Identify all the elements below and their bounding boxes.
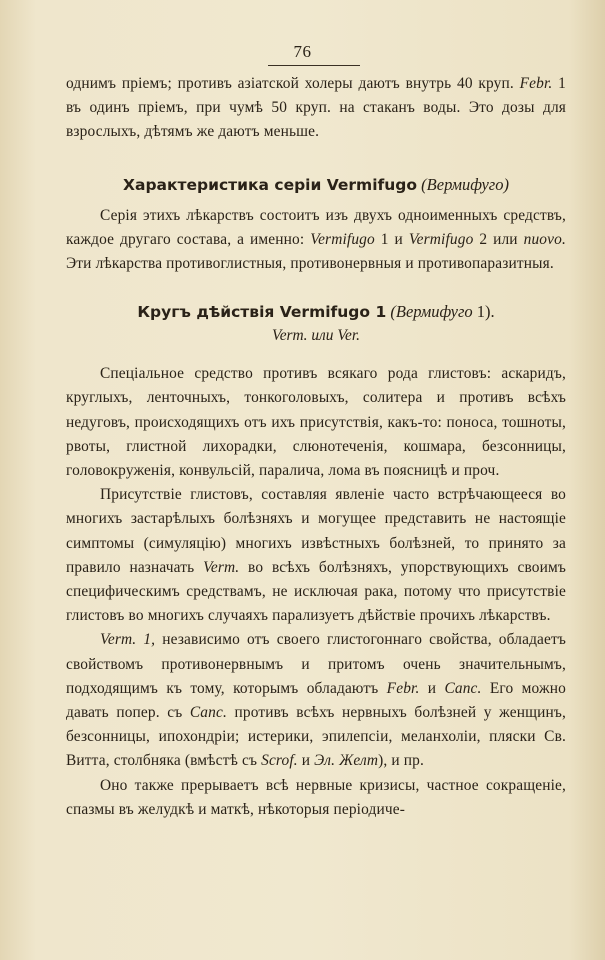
- text-run: во всѣхъ болѣзняхъ, упорствующихъ своимъ специфическимъ средствамъ, не исключая рака, потому что присутствіе глистовъ во многихъ случаяхъ парализуетъ дѣйствіе прочихъ лѣкарствъ.: [66, 558, 566, 625]
- text-run: Спеціальное средство противъ всякаго рода глистовъ: аскаридъ, круглыхъ, ленточныхъ, тонкоголовыхъ, солитера и противъ всѣхъ недуговъ, происходящихъ отъ ихъ присутствія, какъ-то: поноса, тошноты, рвоты, глистной лихорадки, слюнотеченія, кошмара, безсонницы, головокруженія, конвульсій, паралича, лома въ поясницѣ и проч.: [66, 365, 566, 480]
- paragraph-intro: [66, 72, 566, 145]
- paragraph-worm-presence: [66, 483, 566, 628]
- italic-run: Ver.: [337, 327, 360, 345]
- text-run: ), и пр.: [378, 752, 424, 770]
- text-run: независимо отъ своего глистогоннаго свойства, обладаетъ свойствомъ противонервнымъ и притомъ очень значительнымъ, подходящимъ къ тому, которымъ обладаютъ: [66, 631, 566, 697]
- text-run: 1 въ одинъ пріемъ, при чумѣ 50 круп. на стаканъ воды. Это дозы для взрослыхъ, дѣтямъ же даютъ меньше.: [66, 75, 566, 141]
- italic-run: Verm.: [272, 327, 308, 345]
- italic-run: Эл. Желт: [314, 752, 379, 770]
- text-run: Оно также прерываетъ всѣ нервные кризисы, частное сокращеніе, спазмы въ желудкѣ и маткѣ, нѣкоторыя періодиче-: [66, 776, 566, 818]
- italic-run: Vermifugo: [408, 230, 474, 248]
- text-run: и: [297, 752, 315, 770]
- text-run: противъ всѣхъ нервныхъ болѣзней у женщинъ, безсонницы, ипохондріи; истерики, эпилепсіи, меланхоліи, пляски Св. Витта, столбняка (вмѣстѣ съ: [66, 704, 566, 770]
- page-number: 76: [293, 42, 312, 61]
- italic-run: или: [311, 327, 334, 345]
- heading-italic-text: (Вермифуго): [421, 174, 509, 194]
- text-run: и: [419, 679, 445, 697]
- paragraph-verm1: [66, 628, 566, 773]
- italic-run: Canc.: [444, 679, 482, 697]
- heading-italic-text: (Вермифуго: [390, 302, 473, 322]
- text-run: Его можно давать попер. съ: [66, 679, 566, 722]
- header-rule: [268, 65, 360, 66]
- page-content: [66, 72, 566, 822]
- paragraph-special-remedy: [66, 362, 566, 483]
- text-run: 2 или: [473, 230, 524, 248]
- heading-bold-text: Характеристика серіи Vermifugo: [123, 175, 418, 194]
- heading-series-characteristics: [66, 173, 566, 197]
- italic-run: nuovo.: [523, 230, 566, 248]
- heading-tail-text: 1).: [472, 302, 495, 322]
- text-run: однимъ пріемъ; противъ азіатской холеры даютъ внутрь 40 круп.: [66, 75, 520, 92]
- italic-run: Verm.: [203, 558, 240, 576]
- text-run: 1 и: [374, 230, 409, 248]
- italic-run: Vermifugo: [310, 230, 375, 248]
- italic-run: Scrof.: [261, 752, 298, 770]
- italic-run: Canc.: [189, 704, 227, 722]
- paragraph-series: [66, 204, 566, 277]
- text-run: Серія этихъ лѣкарствъ состоитъ изъ двухъ одноименныхъ средствъ, каждое другаго состава, а именно:: [66, 206, 566, 248]
- italic-run: Febr.: [386, 679, 420, 697]
- italic-run: Verm. 1,: [100, 631, 156, 649]
- italic-run: Febr.: [519, 75, 553, 92]
- heading-action-scope: [66, 300, 566, 324]
- heading-bold-text: Кругъ дѣйствія Vermifugo 1: [137, 303, 387, 322]
- text-run: Эти лѣкарства противоглистныя, противонервныя и противопаразитныя.: [66, 255, 554, 273]
- paragraph-last: [66, 774, 566, 822]
- heading-subtitle: [66, 324, 566, 348]
- text-run: Присутствіе глистовъ, составляя явленіе часто встрѣчающееся во многихъ застарѣлыхъ болѣзняхъ и могущее представить не настоящіе симптомы (симуляцію) многихъ извѣстныхъ болѣзней, то принято за правило назначать: [66, 486, 566, 576]
